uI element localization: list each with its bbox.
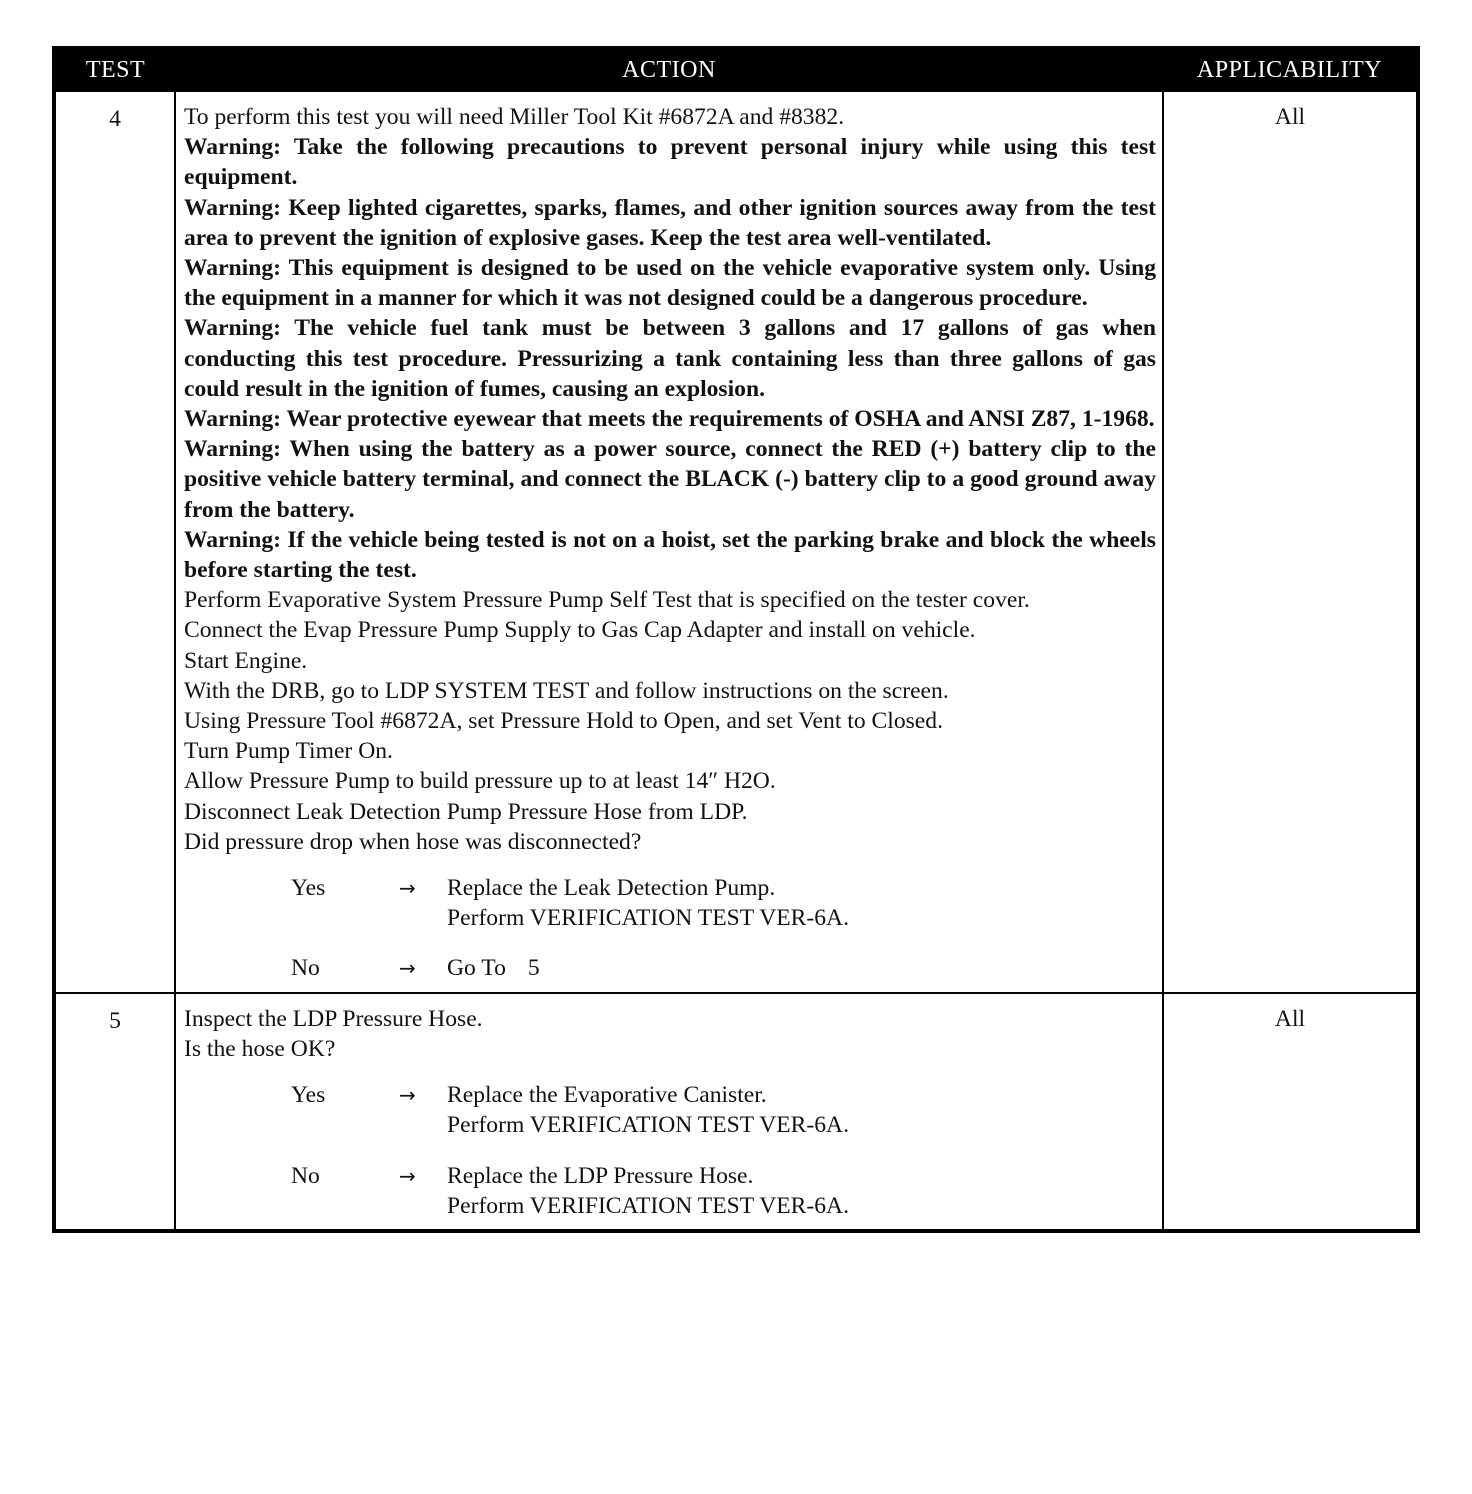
applicability-cell: All (1163, 993, 1418, 1231)
header-applicability: APPLICABILITY (1163, 48, 1418, 91)
warning-line: Warning: When using the battery as a power source, connect the RED (+) battery clip to the positive vehicle battery terminal, and connect the BLACK (-) battery clip to a good ground away from the battery. (184, 436, 1156, 523)
goto-label: Go To (447, 955, 506, 982)
question-line: Did pressure drop when hose was disconnected? (184, 828, 642, 855)
header-action: ACTION (175, 48, 1163, 91)
test-number: 5 (54, 993, 175, 1231)
answer-label: Yes (291, 1082, 326, 1109)
answer-text (447, 1080, 1156, 1140)
table-row-test-4 (54, 91, 1418, 993)
answer-label: Yes (291, 875, 326, 902)
answer-yes (291, 1080, 1156, 1140)
test-number: 4 (54, 91, 175, 993)
answer-label: No (291, 1162, 320, 1189)
answer-step: Perform VERIFICATION TEST VER-6A. (447, 1112, 849, 1139)
answer-step: Replace the Leak Detection Pump. (447, 875, 776, 902)
answer-no (291, 1161, 1156, 1221)
answer-no (291, 953, 1156, 983)
answer-step: Perform VERIFICATION TEST VER-6A. (447, 905, 849, 932)
table-row-test-5 (54, 993, 1418, 1231)
diagnostic-test-table (52, 46, 1420, 1233)
answer-text (447, 873, 1156, 933)
action-line: Start Engine. (184, 647, 308, 674)
action-line: Using Pressure Tool #6872A, set Pressure Hold to Open, and set Vent to Closed. (184, 708, 943, 735)
answer-step: Replace the Evaporative Canister. (447, 1082, 767, 1109)
action-line: Perform Evaporative System Pressure Pump Self Test that is specified on the tester cover. (184, 587, 1030, 614)
header-test: TEST (54, 48, 175, 91)
action-line: Inspect the LDP Pressure Hose. (184, 1005, 483, 1032)
applicability-cell: All (1163, 91, 1418, 993)
action-line: With the DRB, go to LDP SYSTEM TEST and follow instructions on the screen. (184, 677, 949, 704)
arrow-icon: → (399, 876, 416, 901)
answer-list (184, 1080, 1156, 1221)
arrow-icon: → (399, 1083, 416, 1108)
arrow-icon: → (399, 956, 416, 981)
question-line: Is the hose OK? (184, 1035, 336, 1062)
warning-line: Warning: If the vehicle being tested is not on a hoist, set the parking brake and block the wheels before starting the test. (184, 526, 1156, 584)
answer-step: Replace the LDP Pressure Hose. (447, 1162, 754, 1189)
answer-step: Perform VERIFICATION TEST VER-6A. (447, 1192, 849, 1219)
answer-yes (291, 873, 1156, 933)
warning-line: Warning: The vehicle fuel tank must be between 3 gallons and 17 gallons of gas when conducting this test procedure. Pressurizing a tank containing less than three gallons of gas could result in the ignition of fumes, causing an explosion. (184, 315, 1156, 402)
action-line: To perform this test you will need Miller Tool Kit #6872A and #8382. (184, 104, 845, 130)
warning-line: Warning: This equipment is designed to be used on the vehicle evaporative system only. Using the equipment in a manner for which it was not designed could be a dangerous procedure. (184, 255, 1156, 312)
action-line: Turn Pump Timer On. (184, 738, 393, 765)
warning-line: Warning: Wear protective eyewear that meets the requirements of OSHA and ANSI Z87, 1-1968. (184, 406, 1155, 433)
warning-line: Warning: Take the following precautions to prevent personal injury while using this test equipment. (184, 134, 1156, 191)
arrow-icon: → (399, 1163, 416, 1188)
action-line: Connect the Evap Pressure Pump Supply to Gas Cap Adapter and install on vehicle. (184, 617, 976, 644)
header-row (54, 48, 1418, 91)
action-cell (175, 993, 1163, 1231)
answer-list (184, 873, 1156, 984)
goto-test-link[interactable]: 5 (527, 955, 540, 982)
answer-text (447, 953, 1156, 983)
warning-line: Warning: Keep lighted cigarettes, sparks, flames, and other ignition sources away from the test area to prevent the ignition of explosive gases. Keep the test area well-ventilated. (184, 194, 1156, 251)
answer-text (447, 1161, 1156, 1221)
answer-label: No (291, 955, 320, 982)
action-cell (175, 91, 1163, 993)
action-line: Disconnect Leak Detection Pump Pressure Hose from LDP. (184, 798, 748, 825)
action-line: Allow Pressure Pump to build pressure up to at least 14″ H2O. (184, 768, 776, 795)
